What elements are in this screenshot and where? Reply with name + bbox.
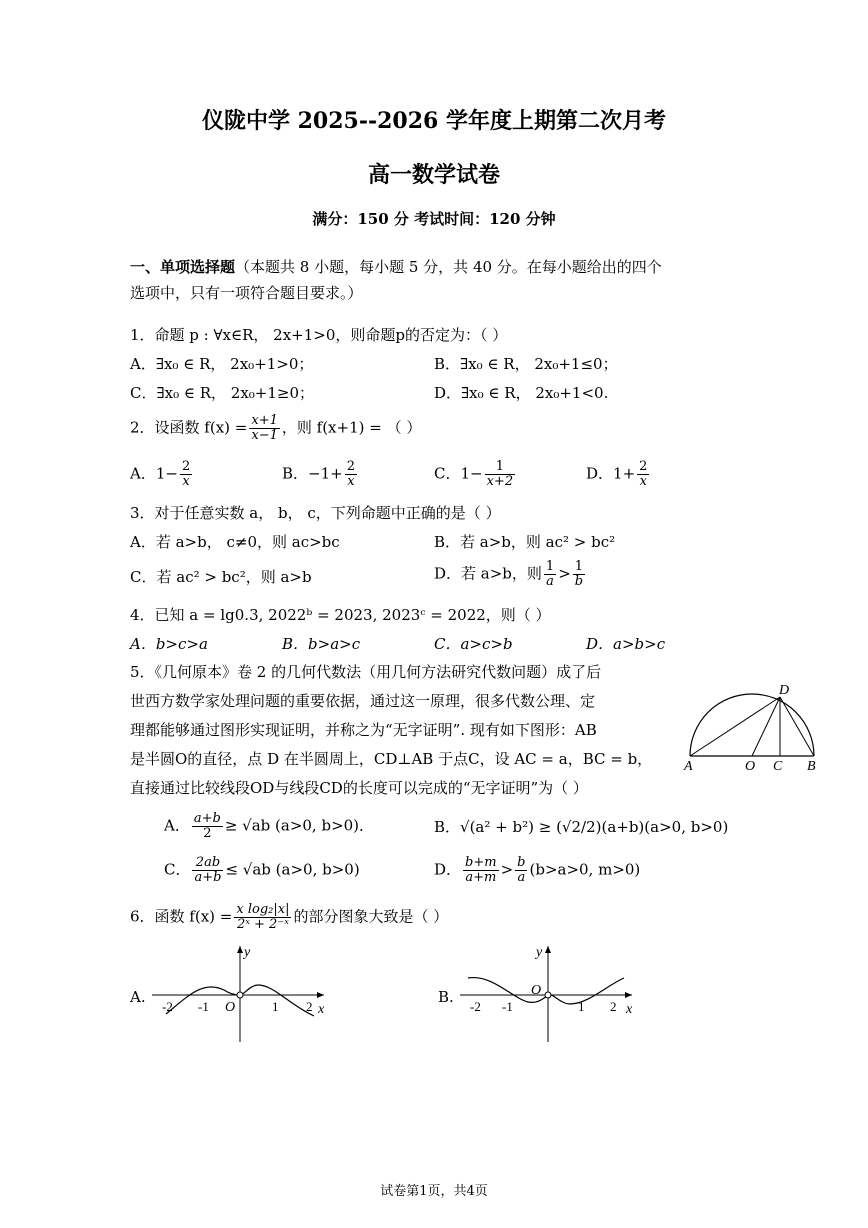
q4-option-a: A．b>c>a	[130, 635, 208, 653]
q3-d-pre: D．若 a>b，则	[434, 564, 542, 583]
tick-label-m1: -1	[502, 999, 513, 1014]
x-label: x	[318, 1002, 325, 1017]
q2-c-frac	[485, 460, 516, 489]
y-label: y	[244, 945, 251, 960]
q1-option-d: D．∃x₀ ∈ R， 2x₀+1<0.	[434, 384, 609, 402]
x-axis-arrow	[317, 992, 324, 998]
q5-line2: 世西方数学家处理问题的重要依据，通过这一原理，很多代数公理、定	[130, 692, 596, 710]
q3-d-d1: a	[546, 574, 554, 589]
q5-a-post: ≥ √ab (a>0, b>0)．	[224, 816, 375, 835]
q2-stem	[130, 414, 421, 443]
q3-option-b: B．若 a>b，则 ac² > bc²	[434, 533, 616, 551]
q3-d-gt: >	[558, 564, 571, 583]
q2-c-num: 1	[485, 460, 516, 475]
q1-stem: 1．命题 p : ∀x∈R， 2x+1>0，则命题p的否定为：（ ）	[130, 326, 508, 344]
curve-b	[468, 978, 624, 1004]
q6-graph-a	[148, 938, 348, 1046]
q5-option-a	[164, 812, 374, 841]
q2-b-num: 2	[346, 459, 355, 474]
q5-c-num: 2ab	[192, 856, 223, 871]
q6-stem-pre: 6．函数 f(x) =	[130, 907, 233, 926]
q2-a-den: x	[182, 474, 190, 489]
tick-label-m1: -1	[198, 999, 209, 1014]
q5-d-num2: b	[517, 855, 526, 870]
q5-line1: 5．《几何原本》卷 2 的几何代数法（用几何方法研究代数问题）成了后	[130, 663, 602, 681]
exam-info: 满分：150 分 考试时间：120 分钟	[312, 210, 556, 228]
tick-label-m2: -2	[162, 999, 173, 1014]
q2-b-den: x	[347, 474, 355, 489]
q3-d-n2: 1	[573, 560, 585, 575]
segment-bd	[780, 697, 814, 756]
q5-a-pre: A．	[164, 816, 190, 835]
q5-option-d	[434, 856, 640, 885]
q2-a-frac	[180, 460, 192, 489]
q2-option-a	[130, 460, 194, 489]
label-b: B	[807, 759, 816, 774]
q5-option-b: B．√(a² + b²) ≥ (√2/2)(a+b)(a>0, b>0)	[434, 818, 729, 836]
q2-a-pre: A．1−	[130, 464, 178, 483]
q5-d-frac2	[515, 856, 527, 885]
q6-option-a-label: A.	[130, 988, 146, 1006]
y-label: y	[536, 945, 543, 960]
q5-d-den: a+m	[465, 870, 497, 885]
y-axis-arrow	[545, 946, 551, 953]
section-heading: 一、单项选择题	[130, 258, 236, 276]
q2-d-den: x	[639, 474, 647, 489]
q4-option-b: B．b>a>c	[282, 635, 361, 653]
q3-stem: 3．对于任意实数 a， b， c，下列命题中正确的是（ ）	[130, 504, 501, 522]
q2-num: x+1	[251, 413, 278, 428]
q5-c-post: ≤ √ab (a>0, b>0)	[225, 860, 360, 879]
q3-d-frac1	[544, 560, 556, 589]
q5-d-frac1	[463, 856, 499, 885]
open-point	[237, 992, 243, 998]
q2-den: x−1	[251, 428, 278, 443]
q5-line5: 直接通过比较线段OD与线段CD的长度可以完成的“无字证明”为（ ）	[130, 779, 588, 797]
q5-a-frac	[192, 812, 223, 841]
q4-option-c: C．a>c>b	[434, 635, 513, 653]
q5-d-post: (b>a>0, m>0)	[529, 860, 641, 879]
origin-label: O	[225, 1000, 236, 1015]
q2-b-pre: B．−1+	[282, 464, 343, 483]
q2-option-b	[282, 460, 359, 489]
q5-c-pre: C．	[164, 860, 191, 879]
label-d: D	[779, 683, 790, 698]
q5-c-frac	[192, 856, 223, 885]
section-intro	[130, 256, 662, 278]
q6-graph-b	[456, 938, 656, 1046]
x-axis-arrow	[625, 992, 632, 998]
q6-stem	[130, 903, 448, 932]
q5-d-den2: a	[517, 870, 526, 885]
q5-line4: 是半圆O的直径，点 D 在半圆周上，CD⊥AB 于点C，设 AC = a，BC = b，	[130, 750, 653, 768]
q5-a-den: 2	[203, 826, 212, 841]
x-label: x	[626, 1002, 633, 1017]
label-o: O	[745, 759, 756, 774]
q3-option-d	[434, 560, 587, 589]
q2-c-den: x+2	[486, 474, 514, 489]
y-axis-arrow	[237, 946, 243, 953]
q3-d-d2: b	[574, 574, 584, 589]
q2-d-frac	[637, 460, 649, 489]
q2-d-pre: D．1+	[586, 464, 636, 483]
q4-option-d: D．a>b>c	[586, 635, 666, 653]
q1-option-a: A．∃x₀ ∈ R， 2x₀+1>0；	[130, 355, 314, 373]
q3-d-n1: 1	[545, 559, 555, 574]
q2-fraction	[249, 414, 280, 443]
q2-a-num: 2	[181, 459, 191, 474]
q5-d-pre: D．	[434, 860, 462, 879]
q2-c-pre: C．1−	[434, 464, 483, 483]
q6-fraction	[234, 903, 291, 932]
q6-option-b-label: B.	[438, 988, 454, 1006]
q5-d-num: b+m	[465, 855, 497, 870]
q2-stem-pre: 2．设函数 f(x) =	[130, 418, 248, 437]
q2-b-frac	[345, 460, 357, 489]
semicircle-arc	[690, 694, 814, 756]
q6-stem-post: 的部分图象大致是（ ）	[293, 907, 449, 926]
q3-option-a: A．若 a>b， c≠0，则 ac>bc	[130, 533, 340, 551]
q6-num: x log₂|x|	[236, 902, 290, 917]
tick-label-p1: 1	[578, 999, 585, 1014]
page-footer: 试卷第1页，共4页	[380, 1184, 488, 1199]
q5-c-den: a+b	[194, 870, 222, 885]
q5-option-c	[164, 856, 360, 885]
tick-label-p2: 2	[306, 999, 313, 1014]
tick-label-m2: -2	[470, 999, 481, 1014]
label-c: C	[773, 759, 783, 774]
q1-option-b: B．∃x₀ ∈ R， 2x₀+1≤0；	[434, 355, 618, 373]
q6-den: 2ˣ + 2⁻ˣ	[237, 917, 289, 932]
tick-label-p1: 1	[272, 999, 279, 1014]
q5-d-gt: >	[500, 860, 514, 879]
q2-option-d	[586, 460, 651, 489]
section-intro-line1: （本题共 8 小题，每小题 5 分，共 40 分。在每小题给出的四个	[235, 258, 662, 276]
q2-stem-post: ，则 f(x+1) = （ ）	[281, 418, 422, 437]
section-intro-line2: 选项中，只有一项符合题目要求。）	[130, 284, 363, 302]
q2-d-num: 2	[639, 459, 648, 474]
exam-title: 仪陇中学 2025--2026 学年度上期第二次月考	[201, 108, 667, 134]
q2-option-c	[434, 460, 517, 489]
semicircle-figure	[676, 676, 826, 776]
exam-subtitle: 高一数学试卷	[367, 162, 500, 188]
q5-a-num: a+b	[193, 811, 221, 826]
q1-option-c: C．∃x₀ ∈ R， 2x₀+1≥0；	[130, 384, 315, 402]
q5-line3: 理都能够通过图形实现证明，并称之为“无字证明”. 现有如下图形：AB	[130, 721, 597, 739]
open-point	[545, 992, 551, 998]
q3-d-frac2	[573, 560, 585, 589]
tick-label-p2: 2	[610, 999, 617, 1014]
origin-label: O	[531, 983, 542, 998]
label-a: A	[684, 759, 693, 774]
q4-stem: 4．已知 a = lg0.3, 2022ᵇ = 2023, 2023ᶜ = 2022，则（ ）	[130, 606, 551, 624]
q3-option-c: C．若 ac² > bc²，则 a>b	[130, 568, 312, 586]
